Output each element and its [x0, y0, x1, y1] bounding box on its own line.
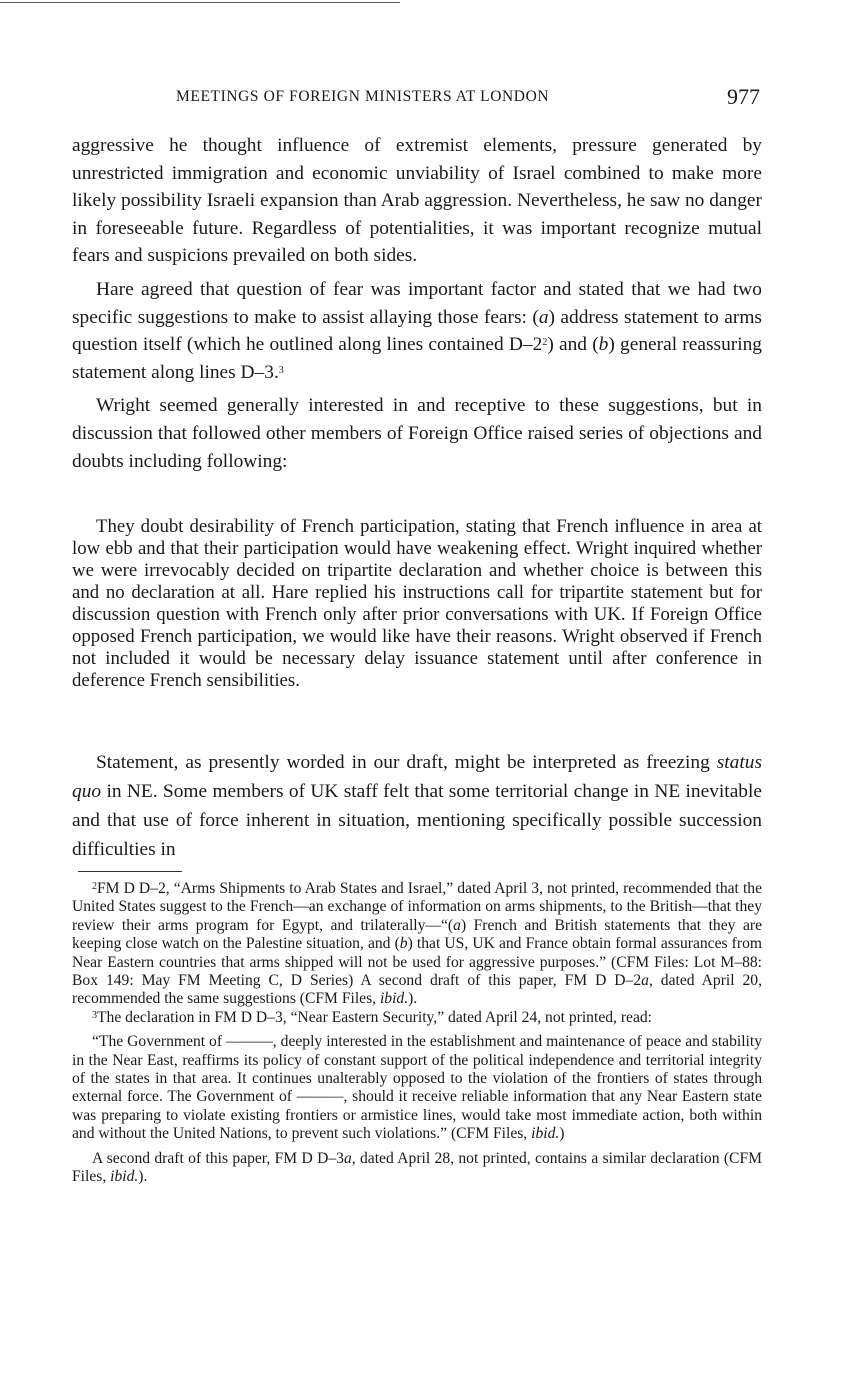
footnote-3-second-draft	[72, 1150, 762, 1187]
fn3b-text-a: A second draft of this paper, FM D D–3	[92, 1149, 344, 1167]
footnote-3	[72, 1009, 762, 1027]
body-text	[72, 132, 762, 475]
footnote-ref-3[interactable]: 3	[278, 364, 284, 376]
fn3b-ibid: ibid.	[110, 1168, 139, 1186]
fn2-ibid: ibid.	[379, 990, 409, 1008]
footnotes	[72, 880, 762, 1187]
p2-text-b: ) address statement to arms question itself (which he outlined along lines contained D–2	[72, 306, 762, 356]
fn2-letter-c: a	[641, 972, 649, 990]
p4-text-a: Statement, as presently worded in our draft, might be interpreted as freezing	[96, 752, 717, 773]
fn2-text-d: , dated April 20, recommended the same suggestions (CFM Files,	[72, 972, 762, 1008]
p4-text-b: in NE. Some members of UK staff felt that some territorial change in NE inevitable and that use of force inherent in situation, mentioning specifically possible succession difficulties in	[72, 781, 762, 860]
p2-text-a: Hare agreed that question of fear was important factor and stated that we had two specific suggestions to make to assist allaying those fears: (	[72, 278, 762, 328]
fn2-text-c: ) that US, UK and France obtain formal assurances from Near Eastern countries that arms shipped will not be used for aggressive purposes.” (CFM Files: Lot M–88: Box 149: May FM Meeting C, D Series) A second draft of this paper, FM D D–2	[72, 935, 762, 990]
quote-ibid: ibid.	[531, 1125, 560, 1143]
fn3-text-a: The declaration in FM D D–3, “Near Eastern Security,” dated April 24, not printed, read:	[97, 1008, 652, 1026]
fn2-letter-a: a	[453, 916, 461, 934]
fn3b-letter: a	[343, 1149, 352, 1167]
p2-text-c: ) and (	[547, 334, 599, 356]
p2-text-d: ) general reassuring statement along lines D–3.	[72, 334, 762, 383]
paragraph-4	[72, 748, 762, 864]
top-rule	[0, 2, 400, 3]
footnote-mark-3: 3	[92, 1009, 97, 1021]
p2-letter-b: b	[598, 334, 609, 356]
fn2-text-a: FM D D–2, “Arms Shipments to Arab States and Israel,” dated April 3, not printed, recommended that the United States suggest to the French—an exchange of information on arms shipments, to the British—that they review their arms program for Egypt, and trilaterally—“(	[72, 880, 762, 934]
footnote-3-quote	[72, 1033, 762, 1143]
fn2-text-e: ).	[408, 990, 418, 1008]
paragraph-1: aggressive he thought influence of extremist elements, pressure generated by unrestricted immigration and economic unviability of Israel combined to make more likely possibility Israeli expansion than Arab aggression. Nevertheless, he saw no danger in foreseeable future. Regardless of potentialities, it was important recognize mutual fears and suspicions prevailed on both sides.	[72, 135, 762, 267]
footnote-rule	[78, 871, 182, 872]
fn2-letter-b: b	[399, 935, 408, 953]
body-text-2	[72, 748, 762, 864]
footnote-mark-2: 2	[92, 881, 97, 892]
fn2-text-b: ) French and British statements that they are keeping close watch on the Palestine situation, and (	[72, 916, 762, 953]
quote-end: )	[559, 1125, 565, 1143]
block-paragraph: They doubt desirability of French participation, stating that French influence in area at low ebb and that their participation would have weakening effect. Wright inquired whether we were irrevocably decided on tripartite declaration and whether choice is between this and no declaration at all. Hare replied his instructions call for tripartite statement but for discussion question with French only after prior conversations with UK. If Foreign Office opposed French participation, we would like have their reasons. Wright observed if French not included it would be necessary delay issuance statement until after conference in deference French sensibilities.	[72, 516, 762, 691]
paragraph-3: Wright seemed generally interested in and receptive to these suggestions, but in discussion that followed other members of Foreign Office raised series of objections and doubts including following:	[72, 395, 762, 472]
footnote-ref-2[interactable]: 2	[542, 337, 548, 349]
p2-letter-a: a	[538, 306, 549, 328]
footnote-2	[72, 880, 762, 1009]
fn3b-text-b: , dated April 28, not printed, contains a similar declaration (CFM Files,	[72, 1149, 762, 1186]
indented-block	[72, 516, 762, 692]
page-number: 977	[727, 84, 760, 109]
running-title: MEETINGS OF FOREIGN MINISTERS AT LONDON	[176, 88, 550, 105]
fn3b-text-c: ).	[138, 1168, 148, 1186]
paragraph-2	[72, 276, 762, 386]
p4-italic: status quo	[72, 752, 762, 802]
quote-text: “The Government of ———, deeply interested in the establishment and maintenance of peace and stability in the Near East, reaffirms its policy of constant support of the political independence and territorial integrity of the states in that area. It continues unalterably opposed to the violation of the frontiers of states through external force. The Government of ———, should it receive reliable information that any Near Eastern state was preparing to violate existing frontiers or armistice lines, would take most immediate action, both within and without the United Nations, to prevent such violations.” (CFM Files,	[72, 1033, 762, 1143]
page-header	[72, 84, 762, 114]
